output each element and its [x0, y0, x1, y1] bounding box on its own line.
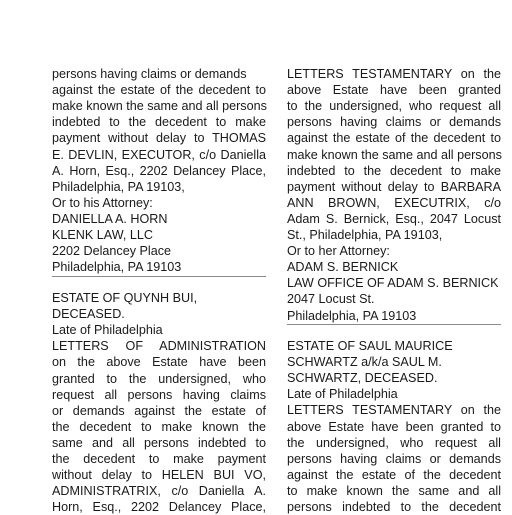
notice-line: persons having claims or demands [52, 67, 247, 81]
divider-rule [287, 324, 501, 325]
notice-line: Late of Philadelphia [52, 323, 163, 338]
notice-line: KLENK LAW, LLC [52, 228, 154, 242]
notice-line: or demands against the estate of [52, 403, 266, 418]
notice-line: St., Philadelphia, PA 19103, [287, 228, 443, 242]
notice-line: ANN BROWN, EXECUTRIX, c/o [287, 195, 501, 210]
notice-line: Philadelphia, PA 19103 [287, 308, 417, 323]
divider-rule [52, 276, 266, 277]
notice-line: 2047 Locust St. [287, 292, 375, 307]
notice-line: indebted to the decedent to make [287, 163, 501, 178]
notice-line: to make known the same and all [287, 483, 501, 498]
notice-line: against the estate of the decedent to [287, 131, 501, 146]
notice-line: Adam S. Bernick, Esq., 2047 Locust [287, 211, 501, 226]
notice-line: make known the same and all persons [287, 147, 502, 162]
notice-line: E. DEVLIN, EXECUTOR, c/o Daniella [52, 147, 266, 162]
notice-line: granted to the undersigned, who [52, 371, 266, 386]
notice-line: without delay to HELEN BUI VO, [52, 468, 266, 483]
notice-line: Horn, Esq., 2202 Delancey Place, [52, 500, 266, 515]
notice-line: LETTERS TESTAMENTARY on the [287, 67, 501, 81]
notice-line: Philadelphia, PA 19103 [52, 260, 182, 275]
notice-line: persons indebted to the decedent [287, 500, 501, 514]
notice-line: persons having claims or demands [287, 451, 501, 466]
notice-line: Late of Philadelphia [287, 387, 398, 402]
notice-line: persons having claims or demands [287, 115, 501, 130]
notice-line: DANIELLA A. HORN [52, 211, 168, 226]
notice-line: 2202 Delancey Place [52, 244, 172, 259]
notice-line: A. Horn, Esq., 2202 Delancey Place, [52, 163, 266, 178]
notice-line: LETTERS OF ADMINISTRATION [52, 339, 266, 354]
notice-line: on the above Estate have been [52, 355, 266, 370]
notice-line: ESTATE OF SAUL MAURICE [287, 339, 453, 353]
notice-line: ADAM S. BERNICK [287, 260, 399, 275]
notice-line: make known the same and all persons [52, 99, 267, 114]
notice-line: payment without delay to THOMAS [52, 131, 266, 146]
notice-line: payment without delay to BARBARA [287, 179, 501, 194]
notice-line: DECEASED. [52, 307, 125, 322]
notice-line: the decedent to make known the [52, 419, 266, 434]
notice-line: SCHWARTZ a/k/a SAUL M. [287, 355, 442, 370]
notice-line: the undersigned, who request all [287, 435, 501, 450]
notice-line: indebted to the decedent to make [52, 115, 266, 130]
notice-line: to the undersigned, who request all [287, 99, 501, 114]
notice-line: Or to her Attorney: [287, 244, 390, 259]
notice-line: ADMINISTRATRIX, c/o Daniella A. [52, 484, 266, 499]
notice-line: Philadelphia, PA 19103, [52, 179, 185, 194]
notice-line: SCHWARTZ, DECEASED. [287, 371, 438, 386]
notice-line: same and all persons indebted to [52, 435, 266, 450]
notice-line: against the estate of the decedent [287, 467, 501, 482]
notice-line: LETTERS TESTAMENTARY on the [287, 403, 501, 418]
notice-line: LAW OFFICE OF ADAM S. BERNICK [287, 276, 499, 291]
notice-line: the decedent to make payment [52, 452, 266, 466]
notice-line: above Estate have been granted [287, 83, 501, 98]
notice-line: against the estate of the decedent to [52, 83, 266, 98]
notice-line: request all persons having claims [52, 387, 266, 402]
notice-line: Or to his Attorney: [52, 195, 153, 210]
notice-line: ESTATE OF QUYNH BUI, [52, 291, 198, 305]
notice-line: above Estate have been granted to [287, 419, 501, 434]
